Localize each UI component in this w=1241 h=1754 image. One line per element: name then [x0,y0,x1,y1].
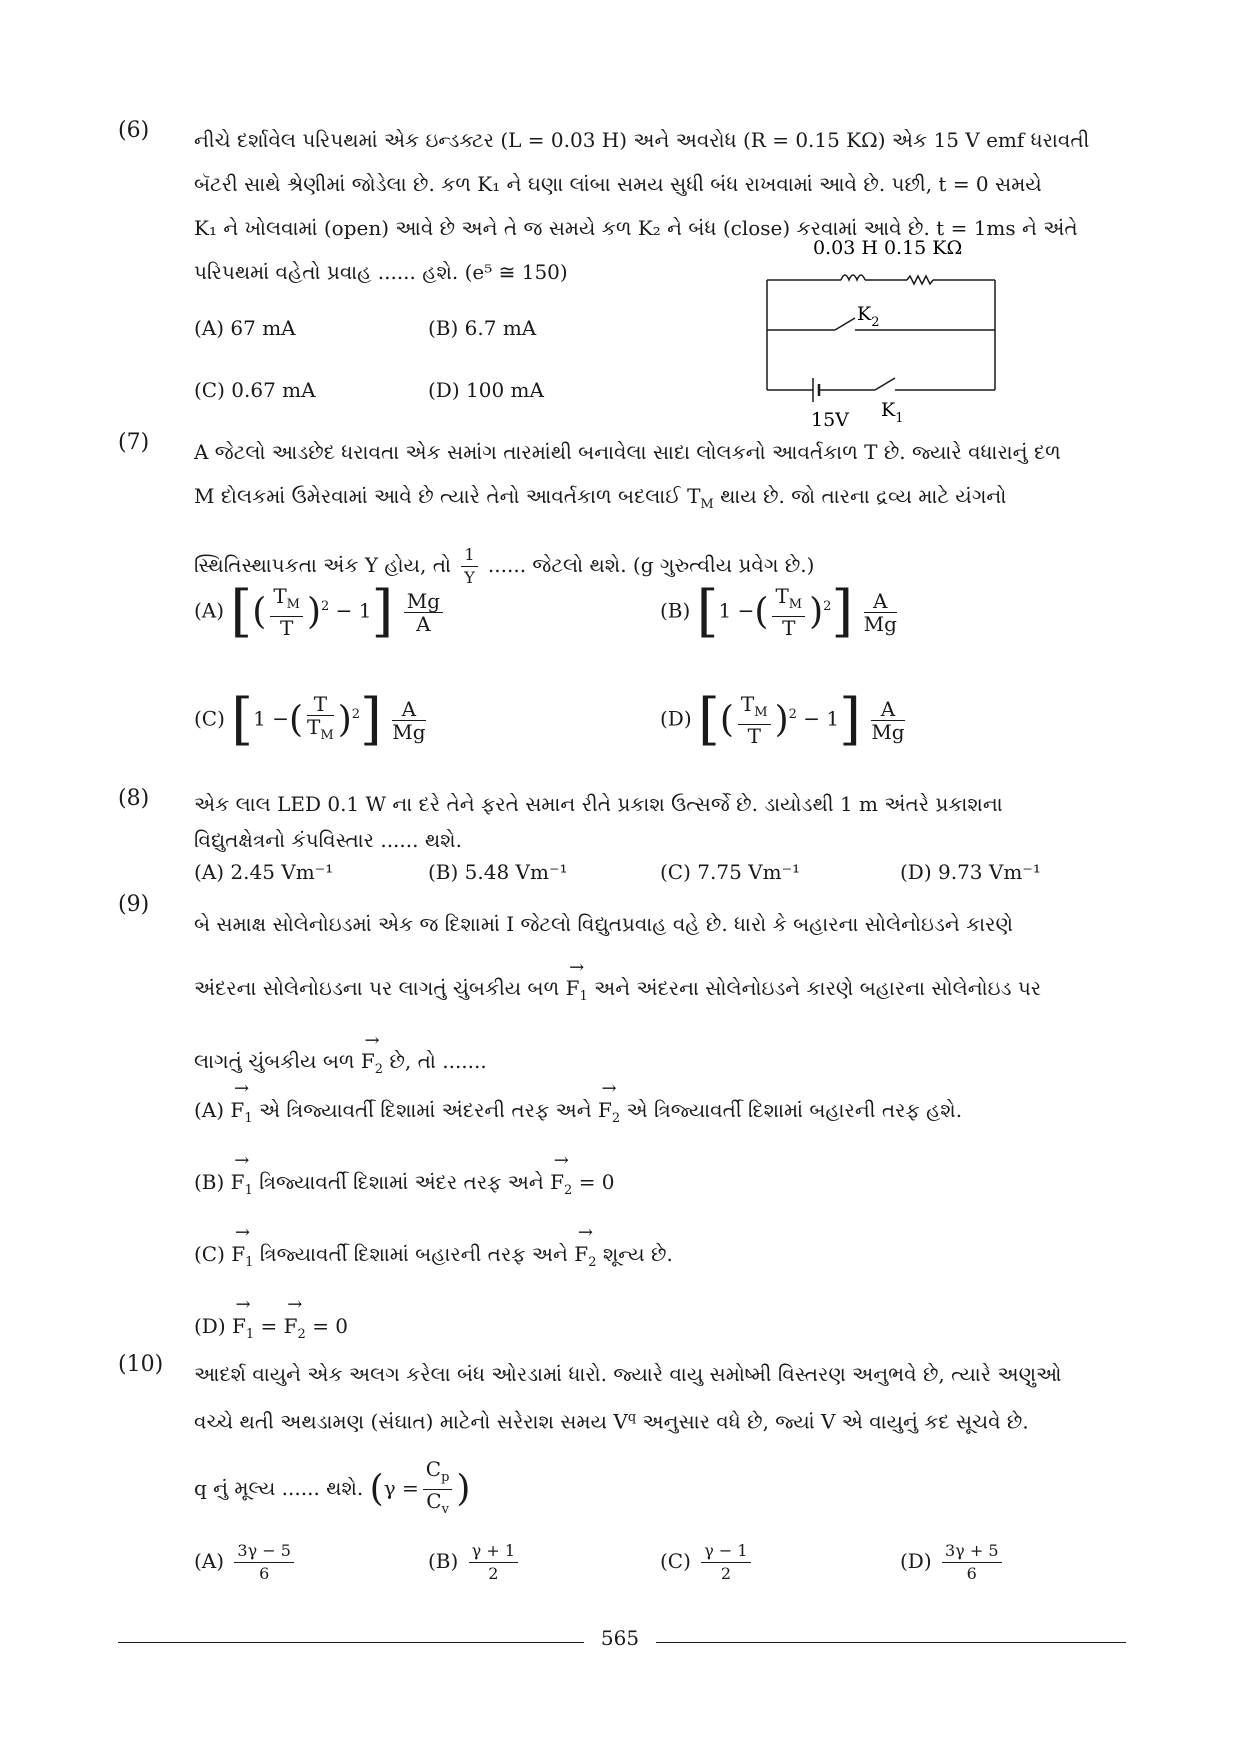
option-a: (A) [( $\frac{T_M}{T}$ )$^2$ − 1] $\frac{Mg}{A}$ [194,584,447,640]
question-number: (8) [118,786,150,811]
resistor-icon [907,276,933,284]
footer-rule-right [656,1642,1126,1643]
switch-k2-icon [835,318,855,330]
question-line: K₁ ને ખોલવામાં (open) આવે છે અને તે જ સમયે કળ K₂ ને બંધ (close) કરવામાં આવે છે. t = 1ms ને અંતે [194,216,1078,240]
option-a: (A) $\frac{3\gamma - 5}{6}$ [194,1540,298,1585]
question-number: (6) [118,118,150,143]
option-d: (D) 9.73 Vm⁻¹ [900,860,1041,884]
vector-f1: → $F_1$ [566,956,588,1029]
circuit-diagram [755,232,1015,432]
option-b: $(B) \to F_1$ ત્રિજ્યાવર્તી દિશામાં અંદર તરફ અને → $F_2 = 0$ [194,1170,615,1198]
option-d: $(D) \to F_1$ = → $F_2 = 0$ [194,1314,348,1342]
switch-k1-label: $K_1$ [881,399,904,426]
circuit-top-label: 0.03 H 0.15 KΩ [813,237,963,259]
option-d: (D) $\frac{3\gamma + 5}{6}$ [900,1540,1006,1585]
question-line: સ્થિતિસ્થાપકતા અંક Y હોય, તો $\frac{1}{Y}$ ...... જેટલો થશે. (g ગુરુત્વીય પ્રવેગ છે.) [194,545,815,587]
option-c: (C) 7.75 Vm⁻¹ [660,860,801,884]
question-line: A જેટલો આડછેદ ધરાવતા એક સમાંગ તારમાંથી બનાવેલા સાદા લોલકનો આવર્તકાળ T છે. જ્યારે વધારાનું દળ [194,440,1061,464]
option-b: (B) $\frac{\gamma + 1}{2}$ [428,1540,522,1585]
question-text [194,786,1122,858]
option-a: $(A) \to F_1$ એ ત્રિજ્યાવર્તી દિશામાં અંદરની તરફ અને → $F_2$ એ ત્રિજ્યાવર્તી દિશામાં બહારની તરફ હશે. [194,1098,962,1126]
question-line: આદર્શ વાયુને એક અલગ કરેલા બંધ ઓરડામાં ધારો. જ્યારે વાયુ સમોષ્મી વિસ્તરણ અનુભવે છે, ત્યારે અણુઓ [194,1362,1062,1386]
switch-k2-label: $K_2$ [857,303,880,330]
question-line: લાગતું ચુંબકીય બળ → $F_2$ છે, તો ....... [194,1029,1122,1102]
question-text [194,430,1122,589]
option-b: (B) [1 −( $\frac{T_M}{T}$ )$^2$] $\frac{A}{Mg}$ [660,579,897,644]
question-line: વચ્ચે થતી અથડામણ (સંઘાત) માટેનો સરેરાશ સમય $V^q$ અનુસાર વધે છે, જ્યાં V એ વાયુનું કદ સૂચવે છે. [194,1409,1029,1434]
question-number: (7) [118,430,150,455]
switch-k1-icon [875,378,895,390]
question-text [194,892,1122,1102]
option-b: (B) 5.48 Vm⁻¹ [428,860,568,884]
option-a: (A) 2.45 Vm⁻¹ [194,860,334,884]
question-text [194,1352,1122,1521]
question-number: (9) [118,892,150,917]
question-line: બૅટરી સાથે શ્રેણીમાં જોડેલા છે. કળ K₁ ને ઘણા લાંબા સમય સુધી બંધ રાખવામાં આવે છે. પછી, t = 0 સમયે [194,172,1042,196]
page-number: 565 [600,1626,640,1650]
vector-f2: → $F_2$ [361,1029,383,1102]
question-line: q નું મૂલ્ય ...... થશે. (γ = $\frac{C_p}{C_v}$ ) [194,1456,471,1517]
question-line: પરિપથમાં વહેતો પ્રવાહ ...... હશે. (e⁵ ≅ 150) [194,260,568,284]
inductor-icon [841,275,865,280]
battery-label: 15V [811,409,849,431]
fraction-1-over-y: $\frac{1}{Y}$ [461,544,477,589]
option-c: (C) [1 −( $\frac{T}{T_M}$ )$^2$] $\frac{A}{Mg}$ [194,687,426,752]
option-c: $(C) \to F_1$ ત્રિજ્યાવર્તી દિશામાં બહારની તરફ અને → $F_2$ શૂન્ય છે. [194,1242,673,1270]
option-c: (C) $\frac{\gamma - 1}{2}$ [660,1540,755,1585]
option-b: (B) 6.7 mA [428,316,537,340]
question-line: અંદરના સોલેનોઇડના પર લાગતું ચુંબકીય બળ → $F_1$ અને અંદરના સોલેનોઇડને કારણે બહારના સોલેનોઇડ પર [194,956,1122,1029]
question-line: M દોલકમાં ઉમેરવામાં આવે છે ત્યારે તેનો આવર્તકાળ બદલાઈ $T_M$ થાય છે. જો તારના દ્રવ્ય માટે યંગનો [194,484,1007,512]
question-number: (10) [118,1352,164,1377]
option-d: (D) 100 mA [428,378,544,402]
option-d: (D) [( $\frac{T_M}{T}$ )$^2$ − 1] $\frac{A}{Mg}$ [660,687,905,752]
option-c: (C) 0.67 mA [194,378,316,402]
question-line: એક લાલ LED 0.1 W ના દરે તેને ફરતે સમાન રીતે પ્રકાશ ઉત્સર્જે છે. ડાયોડથી 1 m અંતરે પ્રકાશના [194,792,1003,816]
question-line: બે સમાક્ષ સોલેનોઇડમાં એક જ દિશામાં I જેટલો વિદ્યુતપ્રવાહ વહે છે. ધારો કે બહારના સોલેનોઇડને કારણે [194,912,1013,936]
question-line: વિદ્યુતક્ષેત્રનો કંપવિસ્તાર ...... થશે. [194,828,462,852]
footer-rule-left [118,1642,584,1643]
question-line: નીચે દર્શાવેલ પરિપથમાં એક ઇન્ડક્ટર (L = 0.03 H) અને અવરોધ (R = 0.15 KΩ) એક 15 V emf ધરાવતી [194,128,1090,152]
option-a: (A) 67 mA [194,316,296,340]
